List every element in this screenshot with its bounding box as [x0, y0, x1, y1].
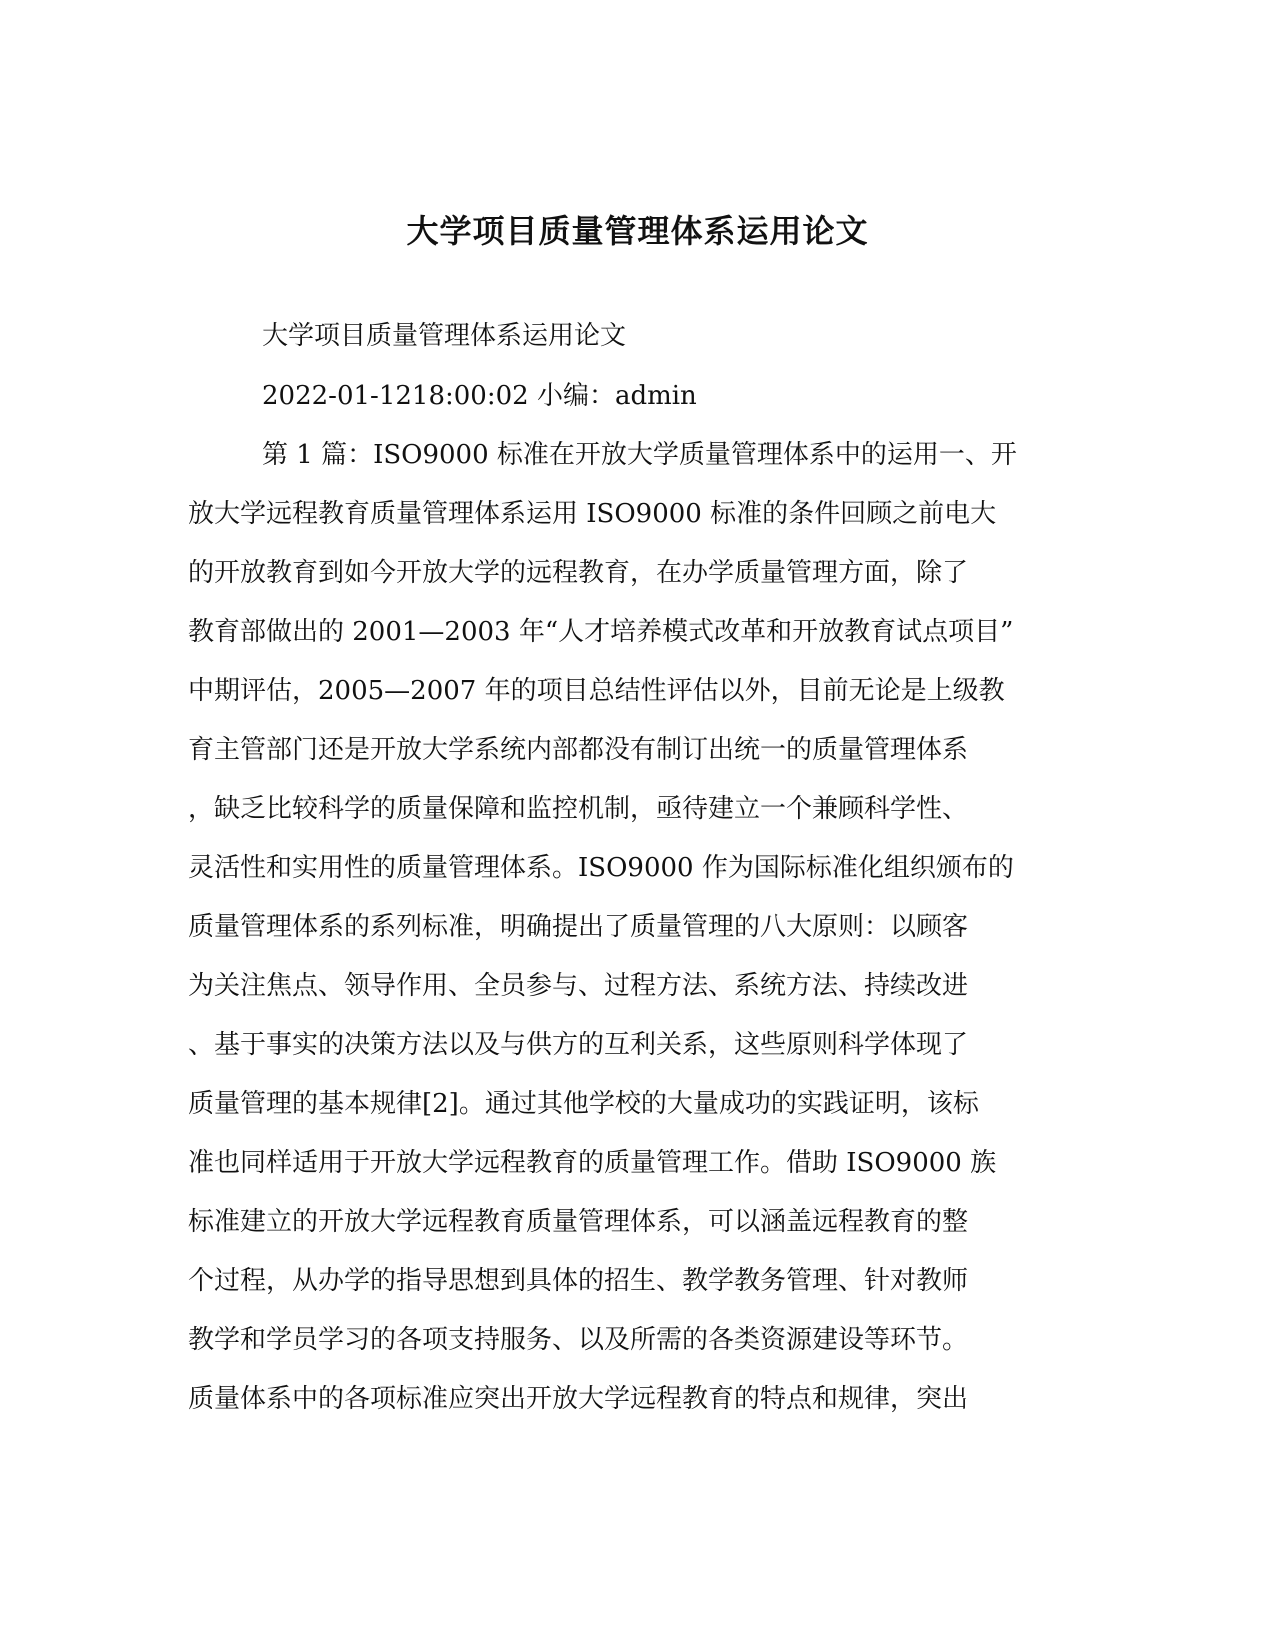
paragraph-line: 、基于事实的决策方法以及与供方的互利关系，这些原则科学体现了 — [188, 1030, 969, 1060]
document-subtitle: 大学项目质量管理体系运用论文 — [262, 321, 627, 351]
paragraph-line: 育主管部门还是开放大学系统内部都没有制订出统一的质量管理体系 — [188, 735, 969, 765]
paragraph-line: 准也同样适用于开放大学远程教育的质量管理工作。借助 ISO9000 族 — [188, 1148, 997, 1178]
paragraph-line: 质量管理体系的系列标准，明确提出了质量管理的八大原则：以顾客 — [188, 912, 969, 942]
paragraph-line: 教学和学员学习的各项支持服务、以及所需的各类资源建设等环节。 — [188, 1325, 969, 1355]
paragraph-line: 个过程，从办学的指导思想到具体的招生、教学教务管理、针对教师 — [188, 1266, 969, 1296]
paragraph-line: 质量管理的基本规律[2]。通过其他学校的大量成功的实践证明，该标 — [188, 1089, 979, 1119]
paragraph-line: ，缺乏比较科学的质量保障和监控机制，亟待建立一个兼顾科学性、 — [188, 794, 969, 824]
paragraph-line: 标准建立的开放大学远程教育质量管理体系，可以涵盖远程教育的整 — [188, 1207, 969, 1237]
document-meta: 2022-01-1218:00:02 小编：admin — [262, 381, 697, 411]
paragraph-line: 为关注焦点、领导作用、全员参与、过程方法、系统方法、持续改进 — [188, 971, 969, 1001]
paragraph-line: 的开放教育到如今开放大学的远程教育，在办学质量管理方面，除了 — [188, 558, 969, 588]
document-title: 大学项目质量管理体系运用论文 — [406, 212, 869, 250]
paragraph-line: 教育部做出的 2001—2003 年“人才培养模式改革和开放教育试点项目” — [188, 617, 1014, 647]
paragraph-line: 中期评估，2005—2007 年的项目总结性评估以外，目前无论是上级教 — [188, 676, 1005, 706]
paragraph-line: 第 1 篇：ISO9000 标准在开放大学质量管理体系中的运用一、开 — [262, 440, 1017, 470]
paragraph-line: 放大学远程教育质量管理体系运用 ISO9000 标准的条件回顾之前电大 — [188, 499, 997, 529]
paragraph-line: 质量体系中的各项标准应突出开放大学远程教育的特点和规律，突出 — [188, 1384, 969, 1414]
paragraph-line: 灵活性和实用性的质量管理体系。ISO9000 作为国际标准化组织颁布的 — [188, 853, 1014, 883]
